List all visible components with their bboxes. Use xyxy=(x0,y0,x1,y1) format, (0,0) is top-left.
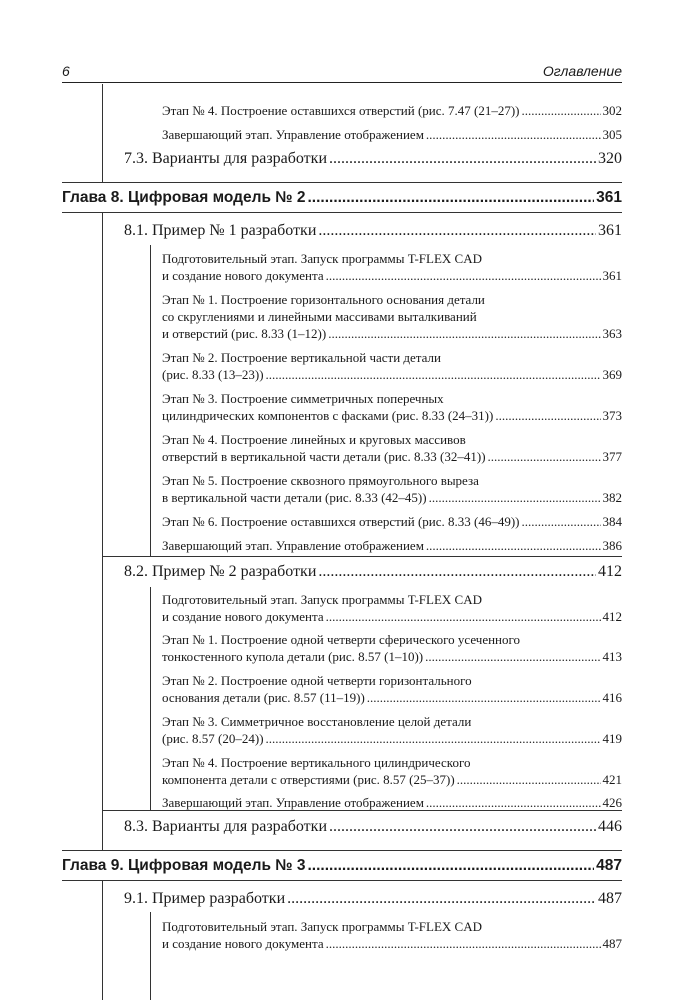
toc-section-title: 7.3. Варианты для разработки xyxy=(124,150,328,167)
toc-entry-page: 373 xyxy=(602,408,622,423)
toc-entry-title: Этап № 2. Построение вертикальной части детали xyxy=(162,350,441,365)
toc-section-page: 412 xyxy=(598,563,622,580)
toc-section-title: 8.1. Пример № 1 разработки xyxy=(124,222,317,239)
toc-entry[interactable] xyxy=(162,102,622,119)
toc-entry[interactable] xyxy=(162,390,622,424)
leader-dots xyxy=(522,513,601,530)
chapter-separator xyxy=(62,850,622,851)
chapter-indent-rule xyxy=(102,212,103,850)
toc-section-page: 320 xyxy=(598,150,622,167)
toc-entry-page: 382 xyxy=(602,490,622,505)
toc-entry-title-cont: компонента детали с отверстиями (рис. 8.57 (25–37)) xyxy=(162,772,455,787)
toc-entry[interactable] xyxy=(162,472,622,506)
toc-entry-title: Завершающий этап. Управление отображением xyxy=(162,538,424,553)
toc-entry-title-cont: и отверстий (рис. 8.33 (1–12)) xyxy=(162,326,327,341)
toc-entry-title: Подготовительный этап. Запуск программы T-FLEX CAD xyxy=(162,919,482,934)
toc-entry-title-cont: и создание нового документа xyxy=(162,268,324,283)
toc-entry-title: Этап № 1. Построение одной четверти сферического усеченного xyxy=(162,632,521,647)
section-indent-rule xyxy=(150,912,151,1000)
toc-entry-title: Этап № 3. Симметричное восстановление целой детали xyxy=(162,714,472,729)
leader-dots xyxy=(326,608,601,625)
leader-dots xyxy=(329,149,596,169)
chapter-separator xyxy=(62,880,622,881)
toc-entry-title: Подготовительный этап. Запуск программы T-FLEX CAD xyxy=(162,592,482,607)
toc-entry-page: 305 xyxy=(602,127,622,142)
leader-dots xyxy=(328,325,600,342)
toc-section-title: 9.1. Пример разработки xyxy=(124,890,286,907)
toc-entry-title: Этап № 1. Построение горизонтального основания детали xyxy=(162,292,485,307)
toc-entry[interactable] xyxy=(162,537,622,554)
section-indent-rule xyxy=(150,587,151,810)
toc-entry[interactable] xyxy=(162,672,622,706)
leader-dots xyxy=(429,489,601,506)
toc-entry[interactable] xyxy=(162,291,622,342)
toc-section[interactable] xyxy=(124,562,622,582)
chapter-separator xyxy=(62,212,622,213)
toc-section[interactable] xyxy=(124,221,622,241)
toc-entry[interactable] xyxy=(162,126,622,143)
leader-dots xyxy=(266,366,601,383)
leader-dots xyxy=(495,407,600,424)
toc-entry-title-cont: цилиндрических компонентов с фасками (рис. 8.33 (24–31)) xyxy=(162,408,494,423)
toc-entry-title: Этап № 5. Построение сквозного прямоугольного выреза xyxy=(162,473,479,488)
leader-dots xyxy=(488,448,601,465)
toc-entry-page: 487 xyxy=(602,936,622,951)
toc-chapter-page: 487 xyxy=(596,857,622,874)
leader-dots xyxy=(426,794,601,811)
toc-entry-title-cont: тонкостенного купола детали (рис. 8.57 (1–10)) xyxy=(162,649,424,664)
leader-dots xyxy=(307,188,594,208)
toc-section[interactable] xyxy=(124,889,622,909)
leader-dots xyxy=(287,889,596,909)
toc-entry-title-cont: (рис. 8.33 (13–23)) xyxy=(162,367,264,382)
leader-dots xyxy=(326,267,601,284)
toc-chapter-title: Глава 8. Цифровая модель № 2 xyxy=(62,189,306,206)
toc-entry-title: Этап № 2. Построение одной четверти горизонтального xyxy=(162,673,472,688)
running-header xyxy=(62,62,622,83)
toc-entry[interactable] xyxy=(162,513,622,530)
toc-entry[interactable] xyxy=(162,713,622,747)
toc-entry-title-cont: со скруглениями и линейными массивами выталкиваний xyxy=(162,309,477,324)
toc-entry-title-cont: (рис. 8.57 (20–24)) xyxy=(162,731,264,746)
leader-dots xyxy=(426,537,601,554)
toc-entry[interactable] xyxy=(162,631,622,665)
toc-entry-title: Этап № 4. Построение линейных и круговых массивов xyxy=(162,432,466,447)
toc-section-page: 487 xyxy=(598,890,622,907)
page-number: 6 xyxy=(62,63,70,79)
toc-section[interactable] xyxy=(124,149,622,169)
leader-dots xyxy=(307,856,594,876)
toc-entry-title: Этап № 6. Построение оставшихся отверстий (рис. 8.33 (46–49)) xyxy=(162,514,520,529)
leader-dots xyxy=(426,126,601,143)
leader-dots xyxy=(318,221,596,241)
leader-dots xyxy=(326,935,601,952)
toc-entry-page: 416 xyxy=(602,690,622,705)
toc-chapter-page: 361 xyxy=(596,189,622,206)
toc-section-title: 8.3. Варианты для разработки xyxy=(124,818,328,835)
chapter-separator xyxy=(62,182,622,183)
toc-entry-title-cont: отверстий в вертикальной части детали (рис. 8.33 (32–41)) xyxy=(162,449,486,464)
toc-entry[interactable] xyxy=(162,918,622,952)
toc-entry-title-cont: в вертикальной части детали (рис. 8.33 (42–45)) xyxy=(162,490,427,505)
toc-entry[interactable] xyxy=(162,591,622,625)
toc-section-page: 361 xyxy=(598,222,622,239)
toc-entry-page: 412 xyxy=(602,609,622,624)
toc-entry-page: 384 xyxy=(602,514,622,529)
toc-section-page: 446 xyxy=(598,818,622,835)
toc-entry-page: 386 xyxy=(602,538,622,553)
toc-entry-page: 302 xyxy=(602,103,622,118)
chapter-indent-rule xyxy=(102,880,103,1000)
toc-chapter[interactable] xyxy=(62,856,622,876)
toc-entry-title-cont: основания детали (рис. 8.57 (11–19)) xyxy=(162,690,365,705)
toc-entry[interactable] xyxy=(162,794,622,811)
toc-entry-title: Этап № 4. Построение оставшихся отверстий (рис. 7.47 (21–27)) xyxy=(162,103,520,118)
leader-dots xyxy=(457,771,601,788)
toc-entry[interactable] xyxy=(162,431,622,465)
leader-dots xyxy=(266,730,601,747)
toc-chapter[interactable] xyxy=(62,188,622,208)
toc-entry-page: 377 xyxy=(602,449,622,464)
toc-entry-title: Этап № 3. Построение симметричных поперечных xyxy=(162,391,444,406)
toc-entry-page: 361 xyxy=(602,268,622,283)
toc-entry-title: Подготовительный этап. Запуск программы T-FLEX CAD xyxy=(162,251,482,266)
toc-section[interactable] xyxy=(124,817,622,837)
leader-dots xyxy=(425,648,600,665)
toc-entry-title-cont: и создание нового документа xyxy=(162,609,324,624)
running-title: Оглавление xyxy=(542,63,622,79)
chapter-indent-rule xyxy=(102,84,103,182)
leader-dots xyxy=(329,817,596,837)
toc-entry[interactable] xyxy=(162,349,622,383)
toc-entry-page: 419 xyxy=(602,731,622,746)
section-separator xyxy=(102,556,622,557)
toc-entry-page: 369 xyxy=(602,367,622,382)
toc-chapter-title: Глава 9. Цифровая модель № 3 xyxy=(62,857,306,874)
toc-entry-title: Этап № 4. Построение вертикального цилиндрического xyxy=(162,755,471,770)
toc-entry[interactable] xyxy=(162,250,622,284)
toc-section-title: 8.2. Пример № 2 разработки xyxy=(124,563,317,580)
toc-entry[interactable] xyxy=(162,754,622,788)
section-indent-rule xyxy=(150,245,151,556)
toc-entry-title: Завершающий этап. Управление отображением xyxy=(162,795,424,810)
leader-dots xyxy=(367,689,601,706)
toc-entry-title-cont: и создание нового документа xyxy=(162,936,324,951)
leader-dots xyxy=(522,102,601,119)
toc-entry-page: 413 xyxy=(602,649,622,664)
toc-entry-page: 426 xyxy=(602,795,622,810)
toc-entry-title: Завершающий этап. Управление отображением xyxy=(162,127,424,142)
toc-entry-page: 421 xyxy=(602,772,622,787)
toc-entry-page: 363 xyxy=(602,326,622,341)
leader-dots xyxy=(318,562,596,582)
